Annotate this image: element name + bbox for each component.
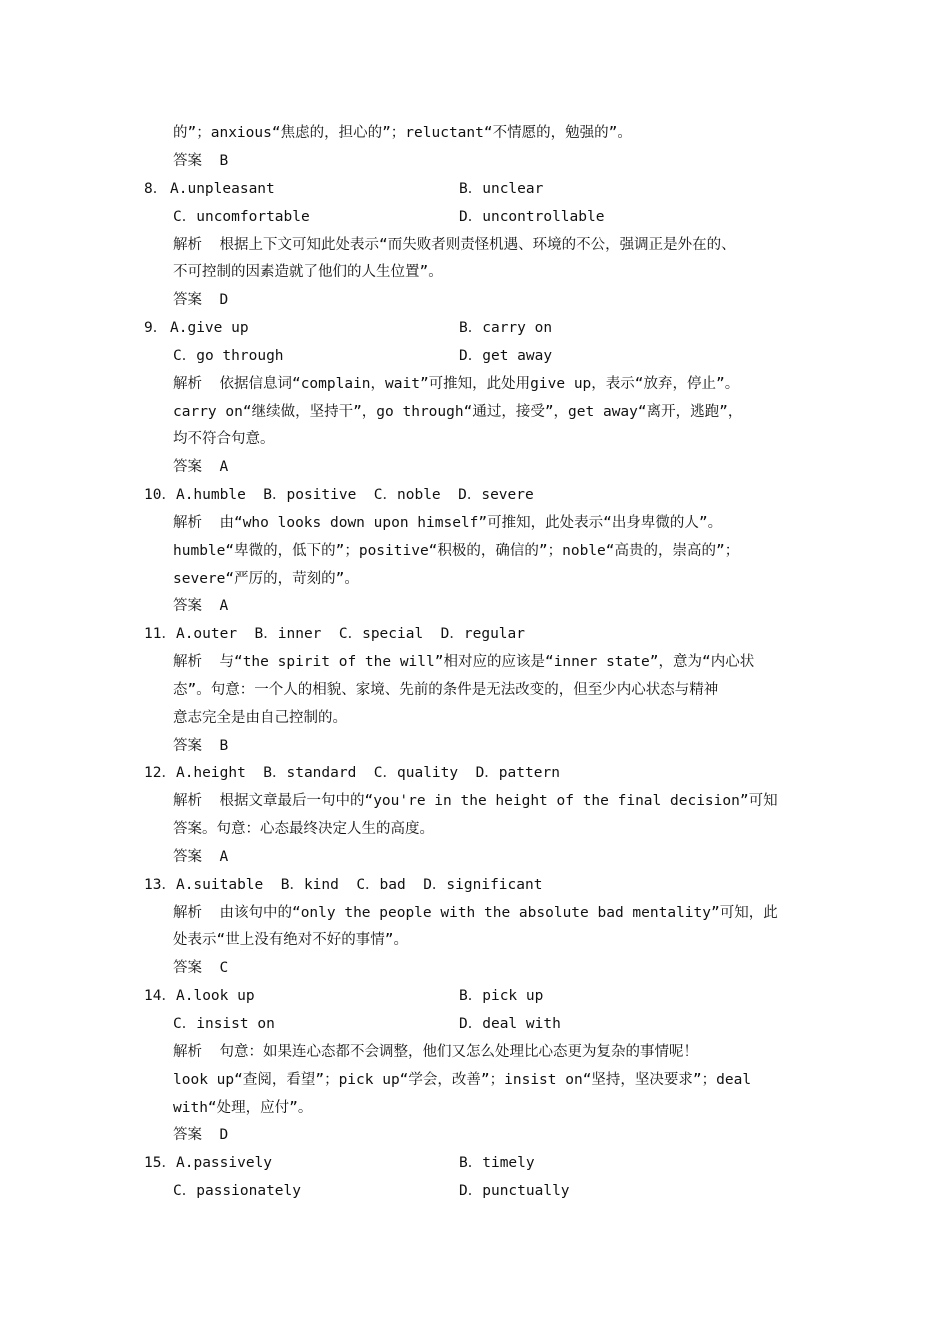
option-a: A.passively	[176, 1155, 273, 1171]
explanation-line: 处表示“世上没有绝对不好的事情”。	[173, 932, 408, 948]
option-d: D．punctually	[459, 1183, 570, 1199]
question-options: 11．A.outer B．inner C．special D．regular	[144, 626, 525, 642]
option-b: B．timely	[459, 1155, 535, 1171]
explanation-line: 答案。句意：心态最终决定人生的高度。	[173, 821, 434, 837]
explanation-line: 解析 句意：如果连心态都不会调整，他们又怎么处理比心态更为复杂的事情呢！	[173, 1044, 698, 1060]
explanation-line: 解析 由该句中的“only the people with the absolute bad mentality”可知，此	[173, 905, 778, 921]
answer-line: 答案 A	[173, 849, 229, 865]
question-number: 15．	[144, 1155, 176, 1171]
option-a: A.unpleasant	[170, 181, 275, 197]
explanation-line: carry on“继续做，坚持干”，go through“通过，接受”，get away“离开，逃跑”，	[173, 404, 743, 420]
answer-line: 答案 A	[173, 598, 229, 614]
option-b: B．unclear	[459, 181, 544, 197]
option-d: D．deal with	[459, 1016, 561, 1032]
option-a: A.look up	[176, 988, 255, 1004]
explanation-line: 解析 与“the spirit of the will”相对应的应该是“inner state”，意为“内心状	[173, 654, 755, 670]
explanation-line: 均不符合句意。	[173, 431, 275, 447]
option-c: C．passionately	[173, 1183, 301, 1199]
answer-line: 答案 D	[173, 1127, 229, 1143]
explanation-line: look up“查阅，看望”；pick up“学会，改善”；insist on“坚持，坚决要求”；deal	[173, 1072, 752, 1088]
question-options: 10．A.humble B．positive C．noble D．severe	[144, 487, 534, 503]
explanation-line: 不可控制的因素造就了他们的人生位置”。	[173, 264, 443, 280]
explanation-line: 解析 由“who looks down upon himself”可推知，此处表示“出身卑微的人”。	[173, 515, 723, 531]
option-d: D．get away	[459, 348, 553, 364]
explanation-line: 意志完全是由自己控制的。	[173, 710, 347, 726]
explanation-line: severe“严厉的，苛刻的”。	[173, 571, 359, 587]
option-b: B．carry on	[459, 320, 553, 336]
explanation-line: 解析 依据信息词“complain，wait”可推知，此处用give up，表示“放弃，停止”。	[173, 376, 740, 392]
option-b: B．pick up	[459, 988, 544, 1004]
question-number: 9．	[144, 320, 168, 336]
answer-line: 答案 D	[173, 292, 229, 308]
explanation-line: 解析 根据上下文可知此处表示“而失败者则责怪机遇、环境的不公，强调正是外在的、	[173, 237, 736, 253]
answer-line: 答案 C	[173, 960, 229, 976]
question-options: 12．A.height B．standard C．quality D．pattern	[144, 765, 560, 781]
option-c: C．uncomfortable	[173, 209, 310, 225]
answer-line: 答案 A	[173, 459, 229, 475]
explanation-line: with“处理，应付”。	[173, 1100, 313, 1116]
question-number: 8．	[144, 181, 168, 197]
answer-line: 答案 B	[173, 153, 229, 169]
question-options: 13．A.suitable B．kind C．bad D．significant	[144, 877, 543, 893]
option-a: A.give up	[170, 320, 249, 336]
answer-line: 答案 B	[173, 738, 229, 754]
option-c: C．go through	[173, 348, 284, 364]
explanation-line: 态”。句意：一个人的相貌、家境、先前的条件是无法改变的，但至少内心状态与精神	[173, 682, 719, 698]
question-number: 14．	[144, 988, 176, 1004]
option-c: C．insist on	[173, 1016, 275, 1032]
explanation-line: 解析 根据文章最后一句中的“you're in the height of the final decision”可知	[173, 793, 778, 809]
option-d: D．uncontrollable	[459, 209, 605, 225]
explanation-line: humble“卑微的，低下的”；positive“积极的，确信的”；noble“高贵的，崇高的”；	[173, 543, 740, 559]
explanation-line: 的”；anxious“焦虑的，担心的”；reluctant“不情愿的，勉强的”。	[173, 125, 632, 141]
